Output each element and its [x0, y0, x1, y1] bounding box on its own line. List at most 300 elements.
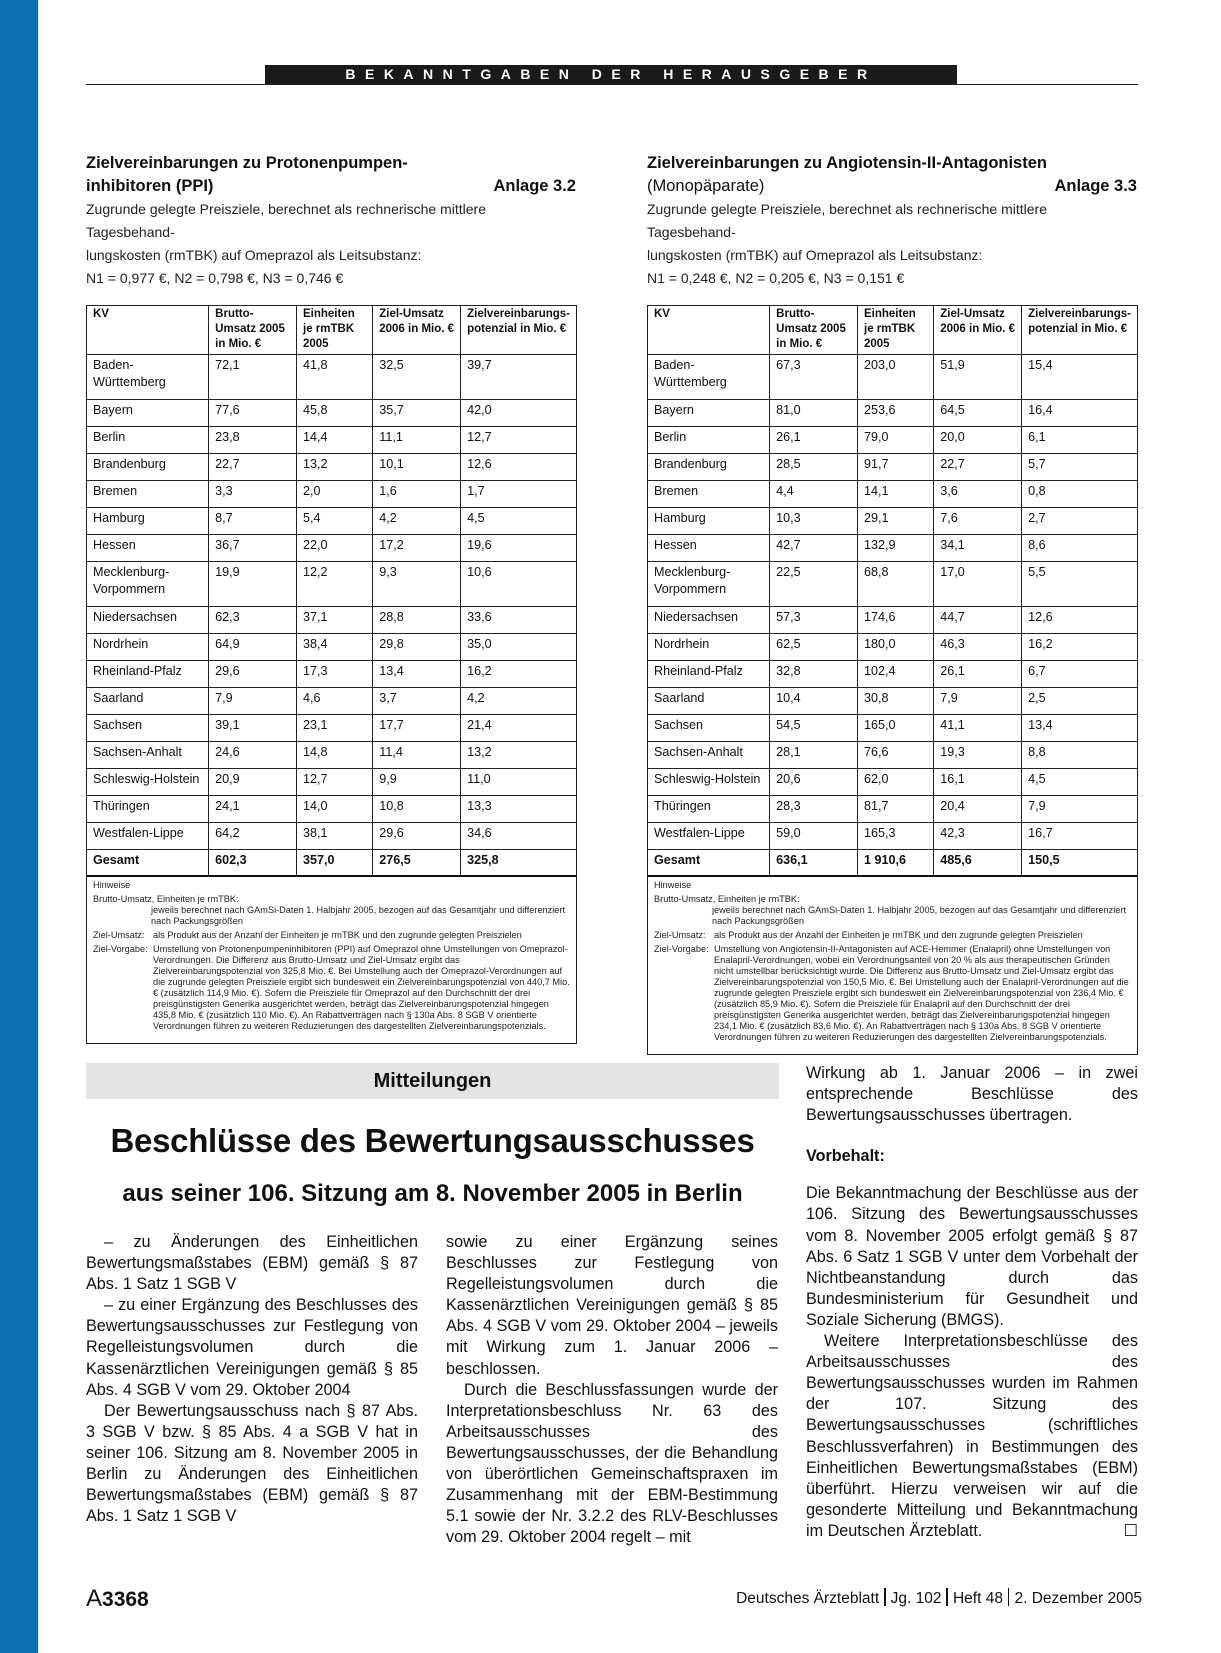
value-cell: 20,0 — [934, 427, 1022, 454]
value-cell: 17,3 — [297, 661, 373, 688]
article-headline: Beschlüsse des Bewertungsausschusses — [110, 1122, 755, 1159]
table-header-row — [87, 306, 577, 355]
paragraph: Die Bekanntmachung der Beschlüsse aus der 106. Sitzung des Bewertungsausschusses vom 8. November 2005 erfolgt gemäß § 87 Abs. 6 Satz 1 SGB V unter dem Vorbehalt der Nichtbeanstandung durch das Bundesministerium für Gesundheit und Soziale Sicherung (BMGS). — [806, 1184, 1138, 1329]
value-cell: 3,3 — [209, 481, 297, 508]
kv-name-cell: Brandenburg — [648, 454, 770, 481]
value-cell: 13,3 — [461, 796, 577, 823]
table-row — [87, 796, 577, 823]
value-cell: 20,6 — [770, 769, 858, 796]
kv-name-cell: Niedersachsen — [648, 607, 770, 634]
value-cell: 10,1 — [373, 454, 461, 481]
note-text: Umstellung von Angiotensin-II-Antagonisten auf ACE-Hemmer (Enalapril) ohne Umstellungen von Enalapril-Verordnungen, wobei ein Verordnungsanteil von 20 % als aus therapeutischen Gründen nicht umstellbar berücksichtigt wurde. Die Differenz aus Brutto-Umsatz und Ziel-Umsatz ergibt das Zielvereinbarungspotenzial von 150,5 Mio. €. Bei Umstellung auch der Enalapril-Verordnungen auf die zugrunde gelegten Preisziele ergibt sich bundesweit ein Zielvereinbarungspotenzial von 236,4 Mio. € (zusätzlich 85,9 Mio. €). Sofern die Preisziele für Enalapril auf den Durchschnitt der drei preisgünstigsten Generika ausgerichtet werden, beträgt das Zielvereinbarungspotenzial hingegen 234,1 Mio. € (zusätzlich 83,6 Mio. €). An Rabattverträgen nach § 130a Abs. 8 SGB V orientierte Verordnungen führen zu weiteren Reduzierungen des dargestellten Zielvereinbarungspotenzials. — [714, 944, 1129, 1042]
kv-name-cell: Hamburg — [87, 508, 209, 535]
value-cell: 8,6 — [1022, 535, 1138, 562]
value-cell: 7,6 — [934, 508, 1022, 535]
subheading-vorbehalt: Vorbehalt: — [806, 1147, 885, 1166]
column-header: Ziel-Umsatz 2006 in Mio. € — [373, 306, 461, 355]
value-cell: 38,4 — [297, 634, 373, 661]
total-value-cell: 276,5 — [373, 850, 461, 877]
value-cell: 6,1 — [1022, 427, 1138, 454]
value-cell: 11,4 — [373, 742, 461, 769]
value-cell: 3,6 — [934, 481, 1022, 508]
value-cell: 42,3 — [934, 823, 1022, 850]
paragraph: – zu Änderungen des Einheitlichen Bewertungsmaßstabes (EBM) gemäß § 87 Abs. 1 Satz 1 SGB V — [86, 1233, 418, 1294]
table-row — [648, 508, 1138, 535]
paragraph: – zu einer Ergänzung des Beschlusses des Bewertungsausschusses zur Festlegung von Regelleistungsvolumen durch die Kassenärztlichen Vereinigungen gemäß § 85 Abs. 4 SGB V vom 29. Oktober 2004 — [86, 1296, 418, 1399]
section-label-mitteilungen: Mitteilungen — [86, 1063, 779, 1099]
note-row — [93, 930, 570, 941]
paragraph — [806, 1331, 1138, 1542]
data-table — [647, 305, 1138, 877]
kv-name-cell: Rheinland-Pfalz — [87, 661, 209, 688]
value-cell: 4,6 — [297, 688, 373, 715]
value-cell: 16,1 — [934, 769, 1022, 796]
value-cell: 16,2 — [1022, 634, 1138, 661]
value-cell: 34,1 — [934, 535, 1022, 562]
value-cell: 79,0 — [858, 427, 934, 454]
value-cell: 17,0 — [934, 562, 1022, 607]
table-header-row — [648, 306, 1138, 355]
note-label: Ziel-Vorgabe: — [654, 944, 709, 954]
value-cell: 14,8 — [297, 742, 373, 769]
value-cell: 102,4 — [858, 661, 934, 688]
value-cell: 57,3 — [770, 607, 858, 634]
kv-name-cell: Schleswig-Holstein — [87, 769, 209, 796]
table-notes — [86, 877, 577, 1044]
table-row — [87, 742, 577, 769]
table-row — [648, 607, 1138, 634]
column-header: KV — [87, 306, 209, 355]
table-row — [648, 661, 1138, 688]
note-text: als Produkt aus der Anzahl der Einheiten je rmTBK und den zugrunde gelegten Preiszielen — [153, 930, 522, 940]
total-row — [648, 850, 1138, 877]
value-cell: 4,2 — [461, 688, 577, 715]
value-cell: 33,6 — [461, 607, 577, 634]
note-label: Ziel-Umsatz: — [654, 930, 706, 940]
column-header: Zielvereinbarungs-potenzial in Mio. € — [461, 306, 577, 355]
paragraph: Wirkung ab 1. Januar 2006 – in zwei entsprechende Beschlüsse des Bewertungsausschusses übertragen. — [806, 1064, 1138, 1125]
value-cell: 59,0 — [770, 823, 858, 850]
value-cell: 9,3 — [373, 562, 461, 607]
value-cell: 15,4 — [1022, 355, 1138, 400]
column-header: Brutto-Umsatz 2005 in Mio. € — [770, 306, 858, 355]
value-cell: 41,8 — [297, 355, 373, 400]
table-desc-line2: lungskosten (rmTBK) auf Omeprazol als Leitsubstanz: — [647, 247, 983, 263]
table-title-row — [86, 175, 576, 198]
value-cell: 26,1 — [934, 661, 1022, 688]
table-desc-line1: Zugrunde gelegte Preisziele, berechnet als rechnerische mittlere Tagesbehand- — [647, 201, 1047, 240]
value-cell: 32,5 — [373, 355, 461, 400]
note-row — [93, 880, 570, 891]
total-value-cell: 636,1 — [770, 850, 858, 877]
note-row — [654, 944, 1131, 1043]
value-cell: 22,7 — [934, 454, 1022, 481]
value-cell: 6,7 — [1022, 661, 1138, 688]
value-cell: 67,3 — [770, 355, 858, 400]
value-cell: 44,7 — [934, 607, 1022, 634]
value-cell: 29,6 — [209, 661, 297, 688]
value-cell: 4,5 — [1022, 769, 1138, 796]
total-row — [87, 850, 577, 877]
value-cell: 54,5 — [770, 715, 858, 742]
column-header: Brutto-Umsatz 2005 in Mio. € — [209, 306, 297, 355]
value-cell: 29,6 — [373, 823, 461, 850]
value-cell: 64,9 — [209, 634, 297, 661]
section-header-band: BEKANNTGABEN DER HERAUSGEBER — [265, 65, 957, 84]
value-cell: 37,1 — [297, 607, 373, 634]
table-row — [648, 535, 1138, 562]
table-row — [87, 454, 577, 481]
table-title-row — [647, 175, 1137, 198]
value-cell: 64,2 — [209, 823, 297, 850]
value-cell: 0,8 — [1022, 481, 1138, 508]
table-title-line2: (Monopäparate) — [647, 177, 765, 195]
value-cell: 16,2 — [461, 661, 577, 688]
table-block-ppi — [86, 152, 576, 1044]
table-notes — [647, 877, 1138, 1055]
value-cell: 4,4 — [770, 481, 858, 508]
value-cell: 10,4 — [770, 688, 858, 715]
kv-name-cell: Bayern — [87, 400, 209, 427]
value-cell: 13,4 — [373, 661, 461, 688]
kv-name-cell: Berlin — [648, 427, 770, 454]
value-cell: 28,8 — [373, 607, 461, 634]
value-cell: 165,0 — [858, 715, 934, 742]
value-cell: 132,9 — [858, 535, 934, 562]
table-row — [648, 400, 1138, 427]
value-cell: 11,0 — [461, 769, 577, 796]
value-cell: 41,1 — [934, 715, 1022, 742]
note-label: Brutto-Umsatz, Einheiten je rmTBK: — [654, 894, 800, 904]
value-cell: 19,3 — [934, 742, 1022, 769]
note-row — [654, 930, 1131, 941]
table-row — [648, 796, 1138, 823]
value-cell: 2,7 — [1022, 508, 1138, 535]
journal-volume: Jg. 102 — [890, 1590, 942, 1607]
table-row — [87, 634, 577, 661]
note-text: als Produkt aus der Anzahl der Einheiten je rmTBK und den zugrunde gelegten Preiszielen — [714, 930, 1083, 940]
value-cell: 13,2 — [461, 742, 577, 769]
column-header: KV — [648, 306, 770, 355]
paragraph-text: Weitere Interpretationsbeschlüsse des Arbeitsausschusses des Bewertungsausschusses wurden im Rahmen der 107. Sitzung des Bewertungsausschusses (schriftliches Beschlussverfahren) in Bestimmungen des Einheitlichen Bewertungsmaßstabes (EBM) überführt. Hierzu verweisen wir auf die gesonderte Mitteilung und Bekanntmachung im Deutschen Ärzteblatt. — [806, 1332, 1138, 1540]
value-cell: 12,2 — [297, 562, 373, 607]
column-header: Zielvereinbarungs-potenzial in Mio. € — [1022, 306, 1138, 355]
value-cell: 17,2 — [373, 535, 461, 562]
table-row — [87, 508, 577, 535]
value-cell: 46,3 — [934, 634, 1022, 661]
header-rule — [86, 84, 1138, 85]
value-cell: 1,7 — [461, 481, 577, 508]
kv-name-cell: Bayern — [648, 400, 770, 427]
table-row — [648, 769, 1138, 796]
value-cell: 14,4 — [297, 427, 373, 454]
note-row — [654, 880, 1131, 891]
value-cell: 22,5 — [770, 562, 858, 607]
kv-name-cell: Nordrhein — [87, 634, 209, 661]
table-row — [648, 355, 1138, 400]
note-label: Ziel-Umsatz: — [93, 930, 145, 940]
table-row — [87, 400, 577, 427]
journal-issue: Heft 48 — [952, 1590, 1003, 1607]
value-cell: 19,9 — [209, 562, 297, 607]
value-cell: 23,1 — [297, 715, 373, 742]
kv-name-cell: Nordrhein — [648, 634, 770, 661]
page-number-value: 3368 — [102, 1588, 149, 1611]
total-label-cell: Gesamt — [87, 850, 209, 877]
table-block-at2 — [647, 152, 1137, 1055]
value-cell: 42,0 — [461, 400, 577, 427]
value-cell: 253,6 — [858, 400, 934, 427]
kv-name-cell: Mecklenburg-Vorpommern — [87, 562, 209, 607]
footer-separator — [884, 1588, 886, 1606]
value-cell: 5,5 — [1022, 562, 1138, 607]
value-cell: 91,7 — [858, 454, 934, 481]
note-label: Hinweise — [93, 880, 131, 890]
left-color-bar — [0, 0, 38, 1653]
table-row — [87, 823, 577, 850]
value-cell: 81,7 — [858, 796, 934, 823]
value-cell: 21,4 — [461, 715, 577, 742]
table-title: Zielvereinbarungen zu Protonenpumpen- — [86, 154, 408, 172]
journal-name: Deutsches Ärzteblatt — [736, 1590, 880, 1607]
kv-name-cell: Westfalen-Lippe — [87, 823, 209, 850]
total-label-cell: Gesamt — [648, 850, 770, 877]
note-text: jeweils berechnet nach GAmSi-Daten 1. Halbjahr 2005, bezogen auf das Gesamtjahr und differenziert nach Packungsgrößen — [712, 905, 1127, 926]
table-row — [87, 661, 577, 688]
value-cell: 38,1 — [297, 823, 373, 850]
table-desc-line1: Zugrunde gelegte Preisziele, berechnet als rechnerische mittlere Tagesbehand- — [86, 201, 486, 240]
table-row — [87, 715, 577, 742]
value-cell: 77,6 — [209, 400, 297, 427]
note-row — [654, 894, 1131, 927]
value-cell: 24,6 — [209, 742, 297, 769]
value-cell: 45,8 — [297, 400, 373, 427]
table-row — [87, 427, 577, 454]
value-cell: 24,1 — [209, 796, 297, 823]
kv-name-cell: Rheinland-Pfalz — [648, 661, 770, 688]
paragraph: Der Bewertungsausschuss nach § 87 Abs. 3 SGB V bzw. § 85 Abs. 4 a SGB V hat in seiner 106. Sitzung am 8. November 2005 in Berlin zu Änderungen des Einheitlichen Bewertungsmaßstabes (EBM) gemäß § 87 Abs. 1 Satz 1 SGB V — [86, 1401, 418, 1526]
column-header: Einheiten je rmTBK 2005 — [297, 306, 373, 355]
kv-name-cell: Sachsen — [648, 715, 770, 742]
kv-name-cell: Schleswig-Holstein — [648, 769, 770, 796]
note-row — [93, 894, 570, 927]
kv-name-cell: Berlin — [87, 427, 209, 454]
value-cell: 10,3 — [770, 508, 858, 535]
table-row — [648, 715, 1138, 742]
value-cell: 1,6 — [373, 481, 461, 508]
value-cell: 8,7 — [209, 508, 297, 535]
table-row — [87, 769, 577, 796]
value-cell: 39,7 — [461, 355, 577, 400]
value-cell: 4,5 — [461, 508, 577, 535]
kv-name-cell: Hessen — [648, 535, 770, 562]
kv-name-cell: Sachsen — [87, 715, 209, 742]
value-cell: 5,4 — [297, 508, 373, 535]
journal-date: 2. Dezember 2005 — [1014, 1590, 1142, 1607]
note-text: jeweils berechnet nach GAmSi-Daten 1. Halbjahr 2005, bezogen auf das Gesamtjahr und differenziert nach Packungsgrößen — [151, 905, 566, 926]
value-cell: 203,0 — [858, 355, 934, 400]
table-row — [648, 742, 1138, 769]
note-label: Hinweise — [654, 880, 692, 890]
value-cell: 81,0 — [770, 400, 858, 427]
kv-name-cell: Baden-Württemberg — [87, 355, 209, 400]
total-value-cell: 1 910,6 — [858, 850, 934, 877]
paragraph: Durch die Beschlussfassungen wurde der Interpretationsbeschluss Nr. 63 des Arbeitsausschusses des Bewertungsausschusses, der die Behandlung von überörtlichen Gemeinschaftspraxen im Zusammenhang mit der EBM-Bestimmung 5.1 sowie der Nr. 3.2.2 des RLV-Beschlusses vom 29. Oktober 2004 regelt – mit — [446, 1380, 778, 1547]
value-cell: 28,1 — [770, 742, 858, 769]
value-cell: 180,0 — [858, 634, 934, 661]
table-row — [648, 688, 1138, 715]
column-header: Ziel-Umsatz 2006 in Mio. € — [934, 306, 1022, 355]
value-cell: 32,8 — [770, 661, 858, 688]
value-cell: 35,7 — [373, 400, 461, 427]
value-cell: 62,5 — [770, 634, 858, 661]
value-cell: 9,9 — [373, 769, 461, 796]
value-cell: 62,0 — [858, 769, 934, 796]
value-cell: 26,1 — [770, 427, 858, 454]
value-cell: 12,7 — [461, 427, 577, 454]
article-column-1 — [86, 1232, 418, 1527]
note-label: Brutto-Umsatz, Einheiten je rmTBK: — [93, 894, 239, 904]
table-desc-line3: N1 = 0,977 €, N2 = 0,798 €, N3 = 0,746 € — [86, 270, 344, 286]
value-cell: 12,6 — [1022, 607, 1138, 634]
value-cell: 19,6 — [461, 535, 577, 562]
table-anlage: Anlage 3.2 — [493, 177, 576, 195]
kv-name-cell: Baden-Württemberg — [648, 355, 770, 400]
footer-separator — [1008, 1588, 1010, 1606]
value-cell: 30,8 — [858, 688, 934, 715]
total-value-cell: 602,3 — [209, 850, 297, 877]
value-cell: 20,4 — [934, 796, 1022, 823]
value-cell: 2,5 — [1022, 688, 1138, 715]
value-cell: 10,8 — [373, 796, 461, 823]
value-cell: 17,7 — [373, 715, 461, 742]
table-row — [648, 481, 1138, 508]
table-title-line2: inhibitoren (PPI) — [86, 177, 214, 195]
value-cell: 29,8 — [373, 634, 461, 661]
article-column-2 — [446, 1232, 778, 1548]
table-row — [87, 535, 577, 562]
paragraph: sowie zu einer Ergänzung seines Beschlusses zur Festlegung von Regelleistungsvolumen durch die Kassenärztlichen Vereinigungen gemäß § 85 Abs. 4 SGB V vom 29. Oktober 2004 – jeweils mit Wirkung zum 1. Januar 2006 – beschlossen. — [446, 1233, 778, 1378]
kv-name-cell: Niedersachsen — [87, 607, 209, 634]
value-cell: 23,8 — [209, 427, 297, 454]
value-cell: 13,2 — [297, 454, 373, 481]
value-cell: 36,7 — [209, 535, 297, 562]
value-cell: 7,9 — [1022, 796, 1138, 823]
kv-name-cell: Bremen — [87, 481, 209, 508]
value-cell: 3,7 — [373, 688, 461, 715]
kv-name-cell: Hessen — [87, 535, 209, 562]
table-row — [87, 355, 577, 400]
table-row — [648, 562, 1138, 607]
value-cell: 42,7 — [770, 535, 858, 562]
total-value-cell: 325,8 — [461, 850, 577, 877]
note-text: Umstellung von Protonenpumpeninhibitoren (PPI) auf Omeprazol ohne Umstellungen von Omeprazol-Verordnungen. Die Differenz aus Brutto-Umsatz und Ziel-Umsatz ergibt das Zielvereinbarungspotenzial von 325,8 Mio. €. Bei Umstellung auch der Omeprazol-Verordnungen auf die zugrunde gelegten Preisziele ergibt sich bundesweit ein Zielvereinbarungspotenzial von 440,7 Mio. € (zusätzlich 114,9 Mio. €). Sofern die Preisziele für Omeprazol auf den Durchschnitt der drei preisgünstigsten Generika ausgerichtet werden, beträgt das Zielvereinbarungspotenzial hingegen 435,8 Mio. € (zusätzlich 110 Mio. €). An Rabattverträgen nach § 130a Abs. 8 SGB V orientierte Verordnungen führen zu weiteren Reduzierungen des dargestellten Zielvereinbarungspotenzials. — [153, 944, 570, 1031]
value-cell: 72,1 — [209, 355, 297, 400]
kv-name-cell: Sachsen-Anhalt — [87, 742, 209, 769]
value-cell: 51,9 — [934, 355, 1022, 400]
value-cell: 8,8 — [1022, 742, 1138, 769]
total-value-cell: 485,6 — [934, 850, 1022, 877]
value-cell: 10,6 — [461, 562, 577, 607]
value-cell: 2,0 — [297, 481, 373, 508]
data-table — [86, 305, 577, 877]
end-mark-icon: ☐ — [1123, 1521, 1138, 1540]
table-row — [87, 607, 577, 634]
value-cell: 22,7 — [209, 454, 297, 481]
value-cell: 64,5 — [934, 400, 1022, 427]
kv-name-cell: Thüringen — [87, 796, 209, 823]
table-title: Zielvereinbarungen zu Angiotensin-II-Antagonisten — [647, 154, 1047, 172]
value-cell: 4,2 — [373, 508, 461, 535]
total-value-cell: 357,0 — [297, 850, 373, 877]
value-cell: 28,5 — [770, 454, 858, 481]
value-cell: 20,9 — [209, 769, 297, 796]
kv-name-cell: Saarland — [648, 688, 770, 715]
note-label: Ziel-Vorgabe: — [93, 944, 148, 954]
value-cell: 5,7 — [1022, 454, 1138, 481]
value-cell: 68,8 — [858, 562, 934, 607]
value-cell: 22,0 — [297, 535, 373, 562]
kv-name-cell: Bremen — [648, 481, 770, 508]
value-cell: 13,4 — [1022, 715, 1138, 742]
value-cell: 39,1 — [209, 715, 297, 742]
value-cell: 12,7 — [297, 769, 373, 796]
value-cell: 14,1 — [858, 481, 934, 508]
table-row — [648, 823, 1138, 850]
value-cell: 174,6 — [858, 607, 934, 634]
table-desc-line2: lungskosten (rmTBK) auf Omeprazol als Leitsubstanz: — [86, 247, 422, 263]
value-cell: 29,1 — [858, 508, 934, 535]
value-cell: 34,6 — [461, 823, 577, 850]
note-row — [93, 944, 570, 1032]
value-cell: 7,9 — [934, 688, 1022, 715]
value-cell: 76,6 — [858, 742, 934, 769]
kv-name-cell: Saarland — [87, 688, 209, 715]
journal-footer — [736, 1588, 1142, 1608]
footer-separator — [946, 1588, 948, 1606]
kv-name-cell: Thüringen — [648, 796, 770, 823]
value-cell: 14,0 — [297, 796, 373, 823]
value-cell: 165,3 — [858, 823, 934, 850]
value-cell: 35,0 — [461, 634, 577, 661]
kv-name-cell: Mecklenburg-Vorpommern — [648, 562, 770, 607]
table-row — [87, 562, 577, 607]
column-header: Einheiten je rmTBK 2005 — [858, 306, 934, 355]
value-cell: 62,3 — [209, 607, 297, 634]
table-row — [648, 427, 1138, 454]
value-cell: 16,7 — [1022, 823, 1138, 850]
table-row — [648, 634, 1138, 661]
table-row — [87, 688, 577, 715]
article-subhead: aus seiner 106. Sitzung am 8. November 2005 in Berlin — [122, 1180, 743, 1207]
kv-name-cell: Sachsen-Anhalt — [648, 742, 770, 769]
table-anlage: Anlage 3.3 — [1054, 177, 1137, 195]
table-row — [648, 454, 1138, 481]
value-cell: 11,1 — [373, 427, 461, 454]
value-cell: 12,6 — [461, 454, 577, 481]
kv-name-cell: Westfalen-Lippe — [648, 823, 770, 850]
table-desc-line3: N1 = 0,248 €, N2 = 0,205 €, N3 = 0,151 € — [647, 270, 905, 286]
kv-name-cell: Hamburg — [648, 508, 770, 535]
article-column-3 — [806, 1063, 1138, 1542]
total-value-cell: 150,5 — [1022, 850, 1138, 877]
value-cell: 28,3 — [770, 796, 858, 823]
page-number — [86, 1585, 149, 1613]
page-prefix: A — [86, 1585, 103, 1612]
kv-name-cell: Brandenburg — [87, 454, 209, 481]
value-cell: 7,9 — [209, 688, 297, 715]
table-row — [87, 481, 577, 508]
